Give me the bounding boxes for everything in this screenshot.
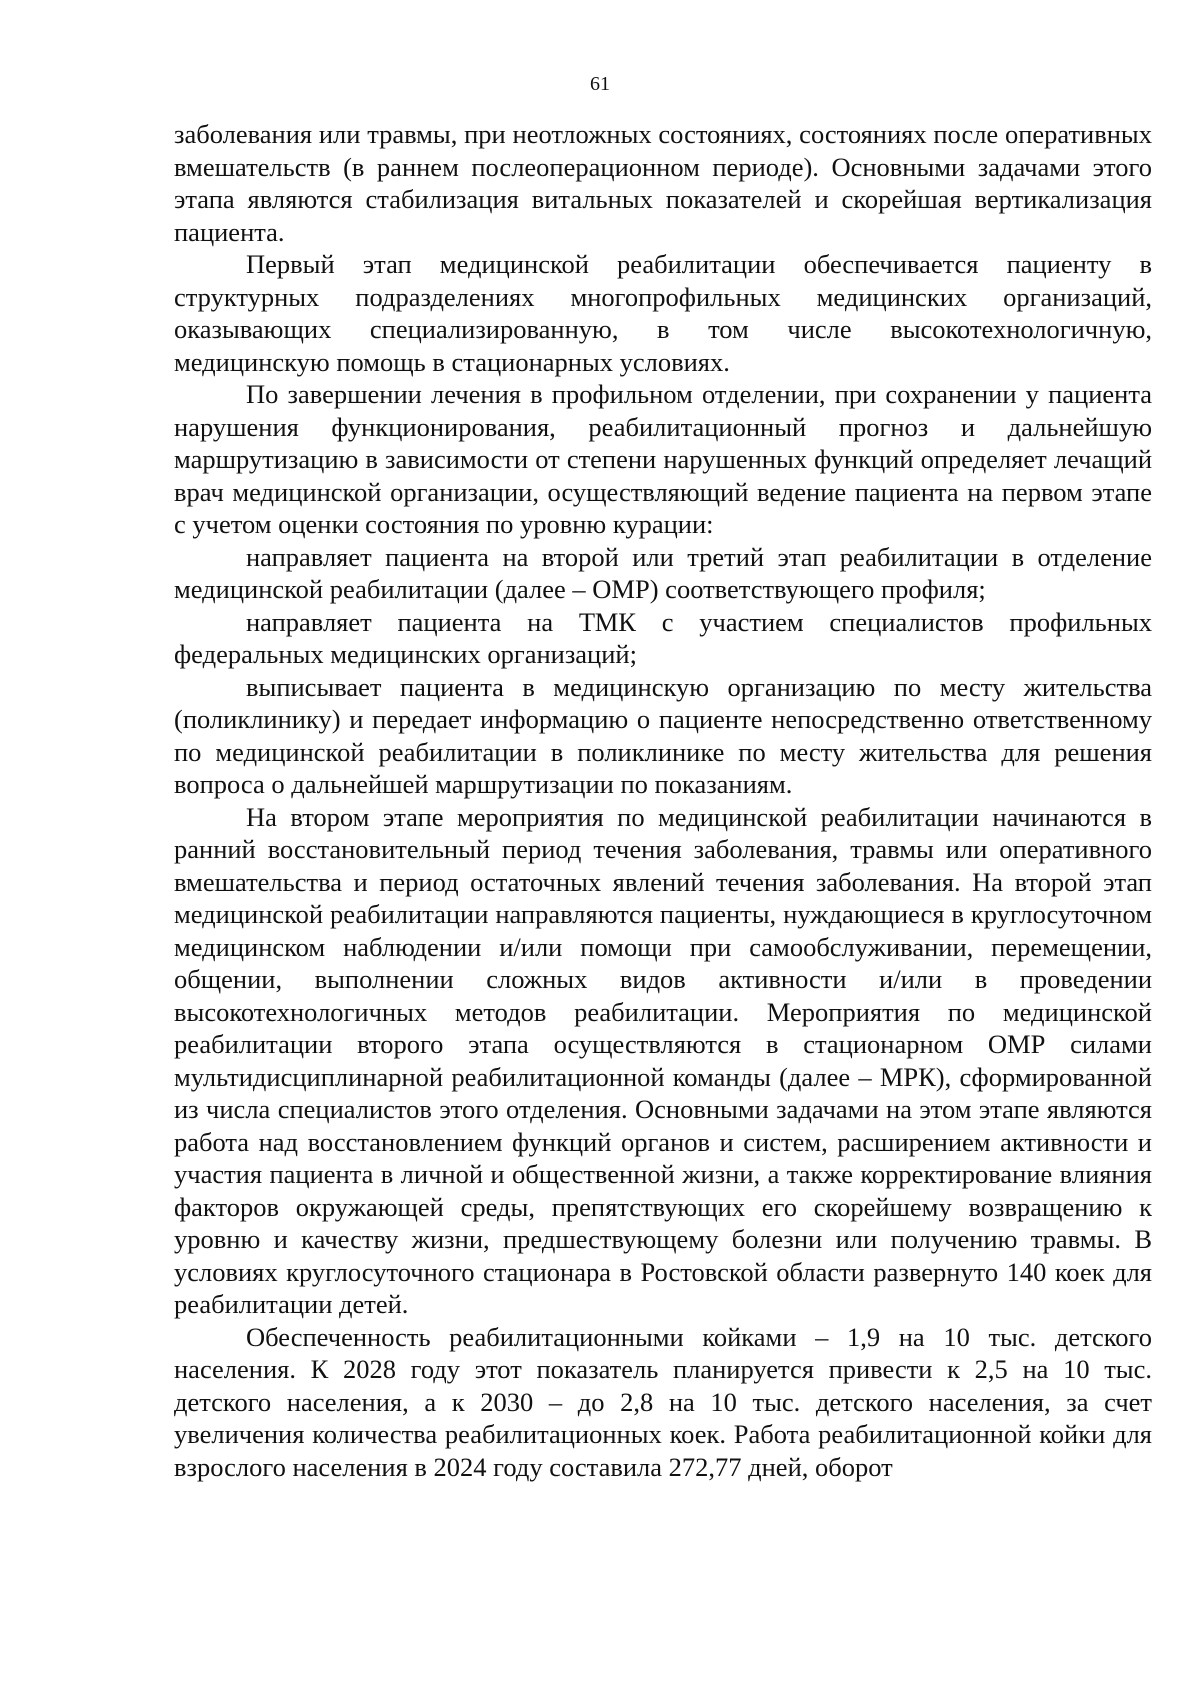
paragraph: По завершении лечения в профильном отделении, при сохранении у пациента нарушения функционирования, реабилитационный прогноз и дальнейшую маршрутизацию в зависимости от степени нарушенных функций определяет лечащий врач медицинской организации, осуществляющий ведение пациента на первом этапе с учетом оценки состояния по уровню курации: [174, 379, 1152, 539]
list-item: направляет пациента на ТМК с участием специалистов профильных федеральных медицинских организаций; [174, 606, 1152, 669]
list-item: направляет пациента на второй или третий этап реабилитации в отделение медицинской реабилитации (далее – ОМР) соответствующего профиля; [174, 541, 1152, 604]
page-number: 61 [590, 73, 610, 95]
paragraph: Обеспеченность реабилитационными койками – 1,9 на 10 тыс. детского населения. К 2028 году этот показатель планируется привести к 2,5 на 10 тыс. детского населения, а к 2030 – до 2,8 на 10 тыс. детского населения, за счет увеличения количества реабилитационных коек. Работа реабилитационной койки для взрослого населения в 2024 году составила 272,77 дней, оборот [174, 1321, 1152, 1482]
document-body [174, 118, 1152, 1483]
paragraph: Первый этап медицинской реабилитации обеспечивается пациенту в структурных подразделениях многопрофильных медицинских организаций, оказывающих специализированную, в том числе высокотехнологичную, медицинскую помощь в стационарных условиях. [174, 249, 1152, 377]
paragraph: заболевания или травмы, при неотложных состояниях, состояниях после оперативных вмешательств (в раннем послеоперационном периоде). Основными задачами этого этапа являются стабилизация витальных показателей и скорейшая вертикализация пациента. [174, 119, 1152, 247]
list-item: выписывает пациента в медицинскую организацию по месту жительства (поликлинику) и передает информацию о пациенте непосредственно ответственному по медицинской реабилитации в поликлинике по месту жительства для решения вопроса о дальнейшей маршрутизации по показаниям. [174, 671, 1152, 799]
paragraph: На втором этапе мероприятия по медицинской реабилитации начинаются в ранний восстановительный период течения заболевания, травмы или оперативного вмешательства и период остаточных явлений течения заболевания. На второй этап медицинской реабилитации направляются пациенты, нуждающиеся в круглосуточном медицинском наблюдении и/или помощи при самообслуживании, перемещении, общении, выполнении сложных видов активности и/или в проведении высокотехнологичных методов реабилитации. Мероприятия по медицинской реабилитации второго этапа осуществляются в стационарном ОМР силами мультидисциплинарной реабилитационной команды (далее – МРК), сформированной из числа специалистов этого отделения. Основными задачами на этом этапе являются работа над восстановлением функций органов и систем, расширением активности и участия пациента в личной и общественной жизни, а также корректирование влияния факторов окружающей среды, препятствующих его скорейшему возвращению к уровню и качеству жизни, предшествующему болезни или получению травмы. В условиях круглосуточного стационара в Ростовской области развернуто 140 коек для реабилитации детей. [174, 801, 1152, 1319]
